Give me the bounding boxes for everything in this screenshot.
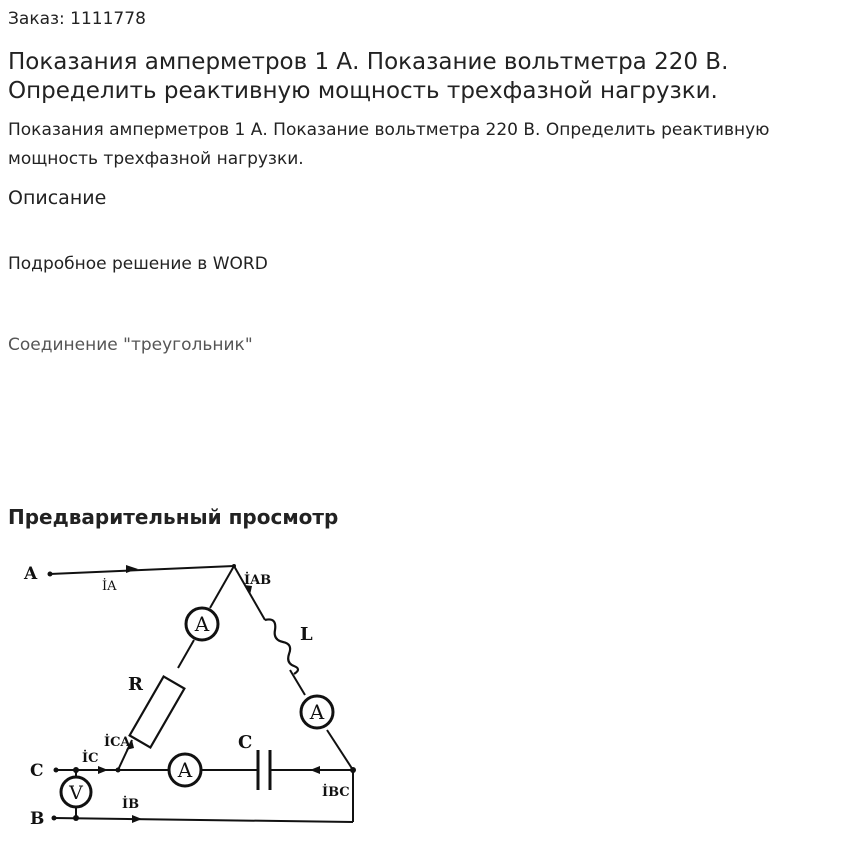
current-ca-label: İCA [104,735,131,750]
current-b-label: İB [122,797,140,812]
capacitor-label: C [238,732,253,753]
circuit-diagram [20,550,380,840]
current-c-label: İC [82,751,99,766]
current-bc-label: İBC [322,785,350,800]
voltmeter [61,777,91,807]
current-ab-label: İAB [244,573,272,588]
task-description: Показания амперметров 1 А. Показание вольтметра 220 В. Определить реактивную мощность трехфазной нагрузки. [8,120,770,169]
ammeter-bottom [169,754,201,786]
connection-type: Соединение "треугольник" [8,335,253,355]
page-title: Показания амперметров 1 А. Показание вольтметра 220 В. Определить реактивную мощность трехфазной нагрузки. [8,49,729,104]
svg-text:A: A [194,612,210,636]
terminal-b-label: B [30,809,45,829]
order-number: Заказ: 1111778 [8,9,146,29]
resistor-label: R [128,674,143,695]
capacitor-symbol [258,750,270,790]
current-a-label: İA [102,579,117,594]
svg-text:V: V [69,782,83,804]
inductor-label: L [300,624,313,645]
preview-heading: Предварительный просмотр [8,505,339,529]
ammeter-left [186,608,218,640]
ammeter-right [301,696,333,728]
svg-text:A: A [309,700,325,724]
inductor-symbol [265,619,298,674]
terminal-c-label: C [30,761,44,781]
description-heading: Описание [8,187,107,209]
solution-note: Подробное решение в WORD [8,254,268,274]
svg-text:A: A [177,758,193,782]
terminal-a-label: A [24,564,38,584]
